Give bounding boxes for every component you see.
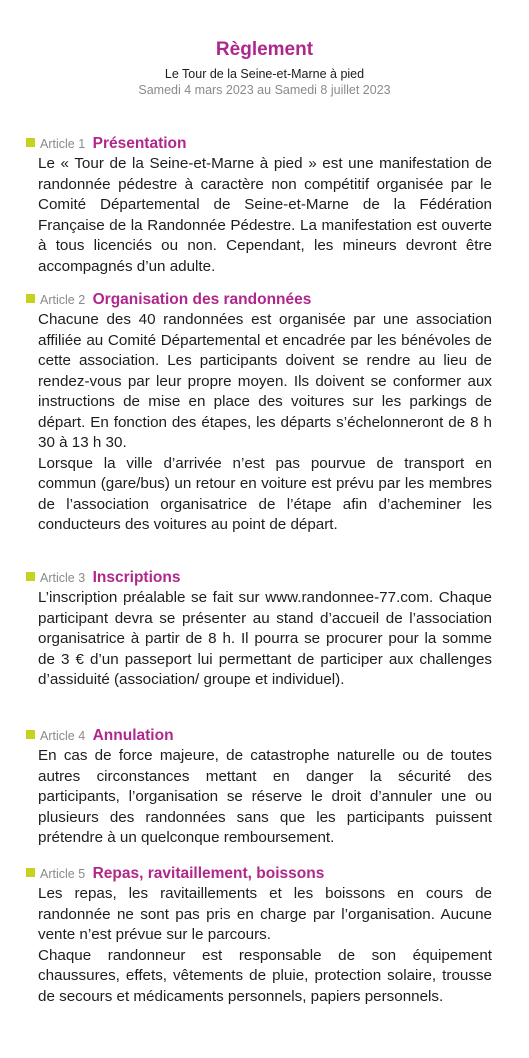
document-subtitle: Le Tour de la Seine-et-Marne à pied — [164, 67, 365, 81]
article-heading — [26, 864, 492, 884]
article-heading — [26, 726, 492, 746]
article-title: Inscriptions — [92, 569, 181, 586]
article-paragraph: Les repas, les ravitaillements et les boissons en cours de randonnée ne sont pas pris en charge par l’organisation. Aucune vente n’est prévue sur le parcours. — [38, 885, 492, 943]
article-body — [38, 154, 492, 277]
article-paragraph: Chacune des 40 randonnées est organisée par une association affiliée au Comité Départemental et encadrée par les bénévoles de cette association. Les participants doivent se rendre au lieu de rendez-vous par leur propre moyen. Ils doivent se conformer aux instructions de mise en place des voitures sur les parkings de départ. En fonction des étapes, les départs s’échelonneront de 8 h 30 à 13 h 30. — [38, 311, 492, 451]
article-body — [38, 588, 492, 691]
article-number: Article 5 — [40, 867, 86, 881]
article-4 — [26, 726, 492, 849]
document-title: Règlement — [215, 39, 314, 60]
article-1 — [26, 134, 492, 277]
article-paragraph: Lorsque la ville d’arrivée n’est pas pourvue de transport en commun (gare/bus) un retour en voiture est prévu par les membres de l’association organisatrice de l’étape afin d’acheminer les conducteurs des voitures au point de départ. — [38, 454, 492, 533]
square-bullet-icon — [26, 868, 35, 877]
square-bullet-icon — [26, 138, 35, 147]
square-bullet-icon — [26, 730, 35, 739]
event-dates: Samedi 4 mars 2023 au Samedi 8 juillet 2023 — [138, 83, 391, 97]
article-title: Repas, ravitaillement, boissons — [92, 865, 325, 882]
article-body — [38, 884, 492, 1007]
article-heading — [26, 290, 492, 310]
document-header — [0, 38, 529, 98]
article-body — [38, 310, 492, 536]
article-paragraph: Chaque randonneur est responsable de son équipement chaussures, effets, vêtements de pluie, protection solaire, trousse de secours et médicaments personnels, papiers personnels. — [38, 946, 492, 1005]
square-bullet-icon — [26, 572, 35, 581]
article-paragraph: En cas de force majeure, de catastrophe naturelle ou de toutes autres circonstances mettant en danger la sécurité des participants, l’organisation se réserve le droit d’annuler une ou plusieurs des randonnées sans que les participants puissent prétendre à un quelconque remboursement. — [38, 747, 492, 846]
article-body — [38, 746, 492, 849]
article-title: Annulation — [92, 727, 174, 744]
article-2 — [26, 290, 492, 536]
article-title: Organisation des randonnées — [92, 291, 312, 308]
article-paragraph: Le « Tour de la Seine-et-Marne à pied » est une manifestation de randonnée pédestre à caractère non compétitif organisée par le Comité Départemental de Seine-et-Marne de la Fédération Française de la Randonnée Pédestre. La manifestation est ouverte à tous licenciés ou non. Cependant, les mineurs devront être accompagnés d’un adulte. — [38, 155, 492, 275]
article-heading — [26, 134, 492, 154]
square-bullet-icon — [26, 294, 35, 303]
article-title: Présentation — [92, 135, 187, 152]
article-number: Article 4 — [40, 729, 86, 743]
article-number: Article 1 — [40, 137, 86, 151]
article-number: Article 3 — [40, 571, 86, 585]
article-3 — [26, 568, 492, 691]
article-paragraph: L’inscription préalable se fait sur www.randonnee-77.com. Chaque participant devra se présenter au stand d’accueil de l’association organisatrice à partir de 8 h. Il pourra se procurer pour la somme de 3 € d’un passeport lui permettant de participer aux challenges d’assiduité (association/ groupe et individuel). — [38, 589, 492, 688]
article-heading — [26, 568, 492, 588]
article-5 — [26, 864, 492, 1007]
article-number: Article 2 — [40, 293, 86, 307]
